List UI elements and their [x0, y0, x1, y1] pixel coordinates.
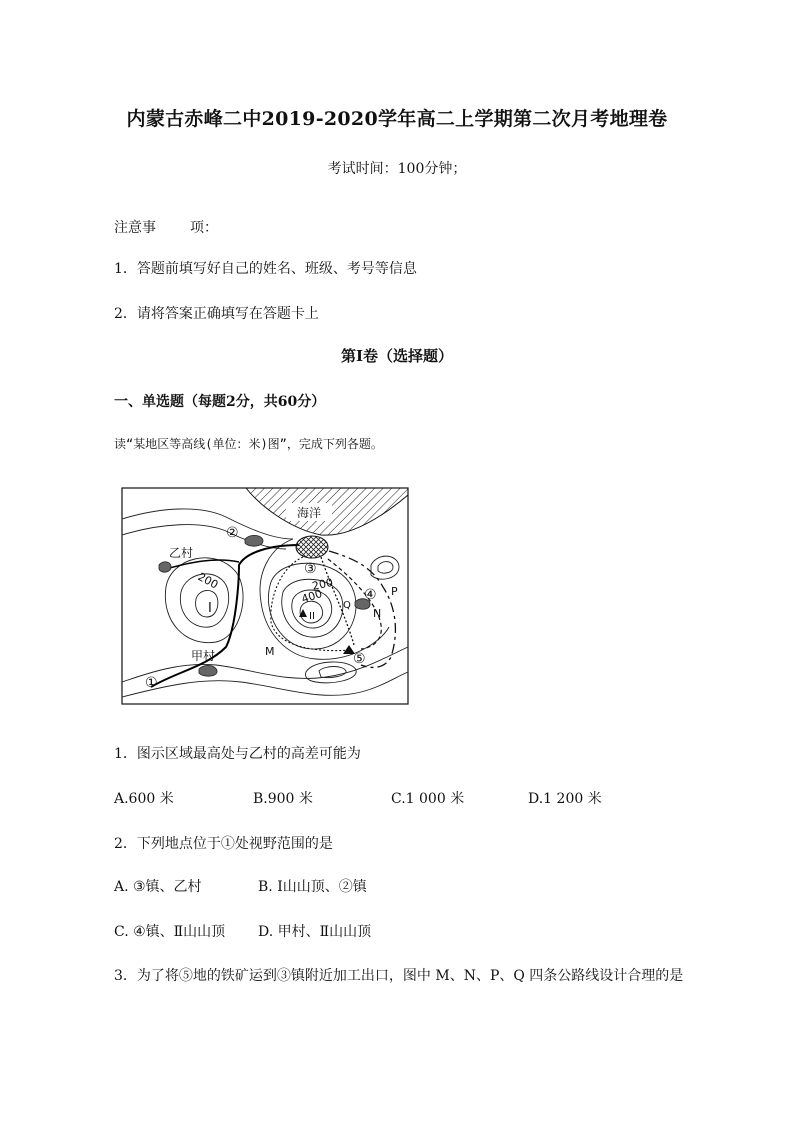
contour-label-400: 400 [299, 587, 324, 606]
question-intro: 读“某地区等高线(单位：米)图”，完成下列各题。 [114, 437, 383, 451]
notice-item-1: 1．答题前填写好自己的姓名、班级、考号等信息 [114, 261, 417, 277]
page-title: 内蒙古赤峰二中2019-2020学年高二上学期第二次月考地理卷 [126, 108, 668, 130]
marker-1: ① [145, 675, 158, 691]
peak-ii-label: II [309, 611, 315, 622]
contour-map [121, 487, 409, 705]
section-title: 一、单选题（每题2分，共60分） [114, 394, 326, 410]
village-yi-label: 乙村 [169, 546, 194, 560]
road-p-label: P [391, 585, 398, 598]
marker-4: ④ [364, 587, 377, 603]
notice-label-part1: 注意事 [114, 220, 156, 236]
village-jia-label: 甲村 [191, 649, 216, 663]
q2-option-b: B. Ⅰ山山顶、②镇 [258, 879, 367, 895]
notice-label-part2: 项： [190, 220, 218, 236]
town-3-area [296, 536, 328, 558]
road-n-label: N [373, 607, 382, 620]
q1-option-c: C.1 000 米 [391, 791, 465, 807]
marker-2: ② [226, 525, 239, 541]
question-1: 1．图示区域最高处与乙村的高差可能为 [114, 746, 361, 762]
notice-item-2: 2．请将答案正确填写在答题卡上 [114, 306, 319, 322]
part-title: 第I卷（选择题） [340, 347, 454, 365]
q2-option-a: A. ③镇、乙村 [114, 879, 202, 895]
q2-option-d: D. 甲村、Ⅱ山山顶 [258, 924, 372, 940]
contour-label-200a: 200 [195, 570, 221, 592]
question-2: 2．下列地点位于①处视野范围的是 [114, 836, 333, 852]
q1-option-b: B.900 米 [253, 791, 313, 807]
peak-i-label: I [208, 601, 212, 616]
village-yi-blob [159, 562, 171, 572]
marker-5: ⑤ [353, 651, 366, 667]
q1-option-a: A.600 米 [114, 791, 174, 807]
marker-3: ③ [304, 561, 317, 577]
question-3: 3．为了将⑤地的铁矿运到③镇附近加工出口，图中 M、N、P、Q 四条公路线设计合理的是 [114, 968, 684, 984]
road-q-label: Q [343, 600, 351, 611]
town-2-blob [245, 535, 263, 546]
q2-option-c: C. ④镇、Ⅱ山山顶 [114, 924, 226, 940]
exam-time: 考试时间：100分钟； [327, 161, 467, 177]
contour-label-200b: 200 [310, 575, 335, 593]
village-jia-blob [199, 665, 217, 676]
q1-option-d: D.1 200 米 [528, 791, 602, 807]
ocean-label: 海洋 [296, 506, 322, 520]
road-m-label: M [265, 645, 275, 658]
